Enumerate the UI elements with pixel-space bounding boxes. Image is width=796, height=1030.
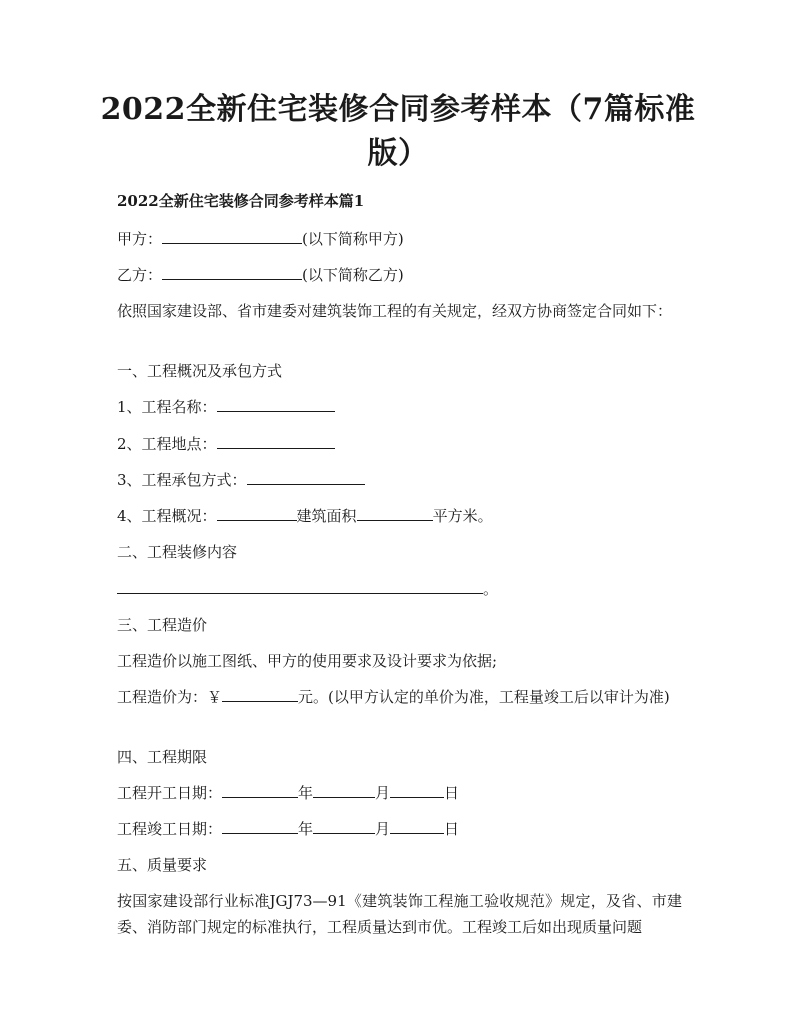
party-a-line — [117, 228, 404, 250]
start-day-blank — [390, 782, 444, 798]
party-a-suffix: (以下简称甲方) — [302, 230, 404, 248]
intro-paragraph: 依照国家建设部、省市建委对建筑装饰工程的有关规定，经双方协商签定合同如下： — [117, 302, 673, 320]
end-day-unit: 日 — [444, 820, 460, 838]
project-location-blank — [217, 433, 335, 449]
end-year-unit: 年 — [298, 820, 314, 838]
project-name-line — [117, 396, 335, 418]
cost-amount-blank — [222, 686, 298, 702]
project-location-label: 2、工程地点： — [117, 435, 217, 453]
end-day-blank — [390, 818, 444, 834]
start-month-blank — [313, 782, 375, 798]
contract-method-blank — [247, 469, 365, 485]
start-month-unit: 月 — [375, 784, 391, 802]
project-name-blank — [217, 396, 335, 412]
contract-method-label: 3、工程承包方式： — [117, 471, 247, 489]
party-a-blank — [162, 228, 302, 244]
start-date-label: 工程开工日期： — [117, 784, 223, 802]
party-b-suffix: (以下简称乙方) — [302, 266, 404, 284]
cost-basis-line: 工程造价以施工图纸、甲方的使用要求及设计要求为依据; — [117, 652, 498, 670]
overview-label: 4、工程概况： — [117, 507, 217, 525]
decoration-content-blank — [117, 578, 483, 594]
start-year-blank — [222, 782, 298, 798]
end-date-label: 工程竣工日期： — [117, 820, 223, 838]
section-1-heading: 一、工程概况及承包方式 — [117, 362, 283, 380]
start-date-line — [117, 782, 459, 804]
end-date-line — [117, 818, 459, 840]
section-2-heading: 二、工程装修内容 — [117, 543, 238, 561]
quality-paragraph: 按国家建设部行业标准JGJ73—91《建筑装饰工程施工验收规范》规定，及省、市建委、消防部门规定的标准执行，工程质量达到市优。工程竣工后如出现质量问题 — [117, 892, 682, 936]
overview-blank-1 — [217, 505, 297, 521]
project-overview-line — [117, 505, 493, 527]
start-year-unit: 年 — [298, 784, 314, 802]
project-location-line — [117, 433, 335, 455]
area-label: 建筑面积 — [296, 507, 357, 525]
cost-amount-label: 工程造价为：￥ — [117, 688, 223, 706]
area-unit: 平方米。 — [432, 507, 493, 525]
decoration-content-line — [117, 578, 498, 600]
start-day-unit: 日 — [444, 784, 460, 802]
party-b-label: 乙方： — [117, 266, 163, 284]
cost-amount-paragraph — [117, 684, 682, 710]
end-month-unit: 月 — [375, 820, 391, 838]
section-5-heading: 五、质量要求 — [117, 856, 208, 874]
project-name-label: 1、工程名称： — [117, 398, 217, 416]
cost-amount-note: 元。(以甲方认定的单价为准，工程量竣工后以审计为准) — [298, 688, 670, 706]
decoration-content-end: 。 — [483, 580, 499, 598]
end-year-blank — [222, 818, 298, 834]
area-blank — [357, 505, 433, 521]
end-month-blank — [313, 818, 375, 834]
party-b-line — [117, 264, 404, 286]
section-title: 2022全新住宅装修合同参考样本篇1 — [117, 192, 365, 210]
document-title: 2022全新住宅装修合同参考样本（7篇标准版） — [100, 92, 696, 171]
party-a-label: 甲方： — [117, 230, 163, 248]
contract-method-line — [117, 469, 365, 491]
party-b-blank — [162, 264, 302, 280]
section-4-heading: 四、工程期限 — [117, 748, 208, 766]
section-3-heading: 三、工程造价 — [117, 616, 208, 634]
